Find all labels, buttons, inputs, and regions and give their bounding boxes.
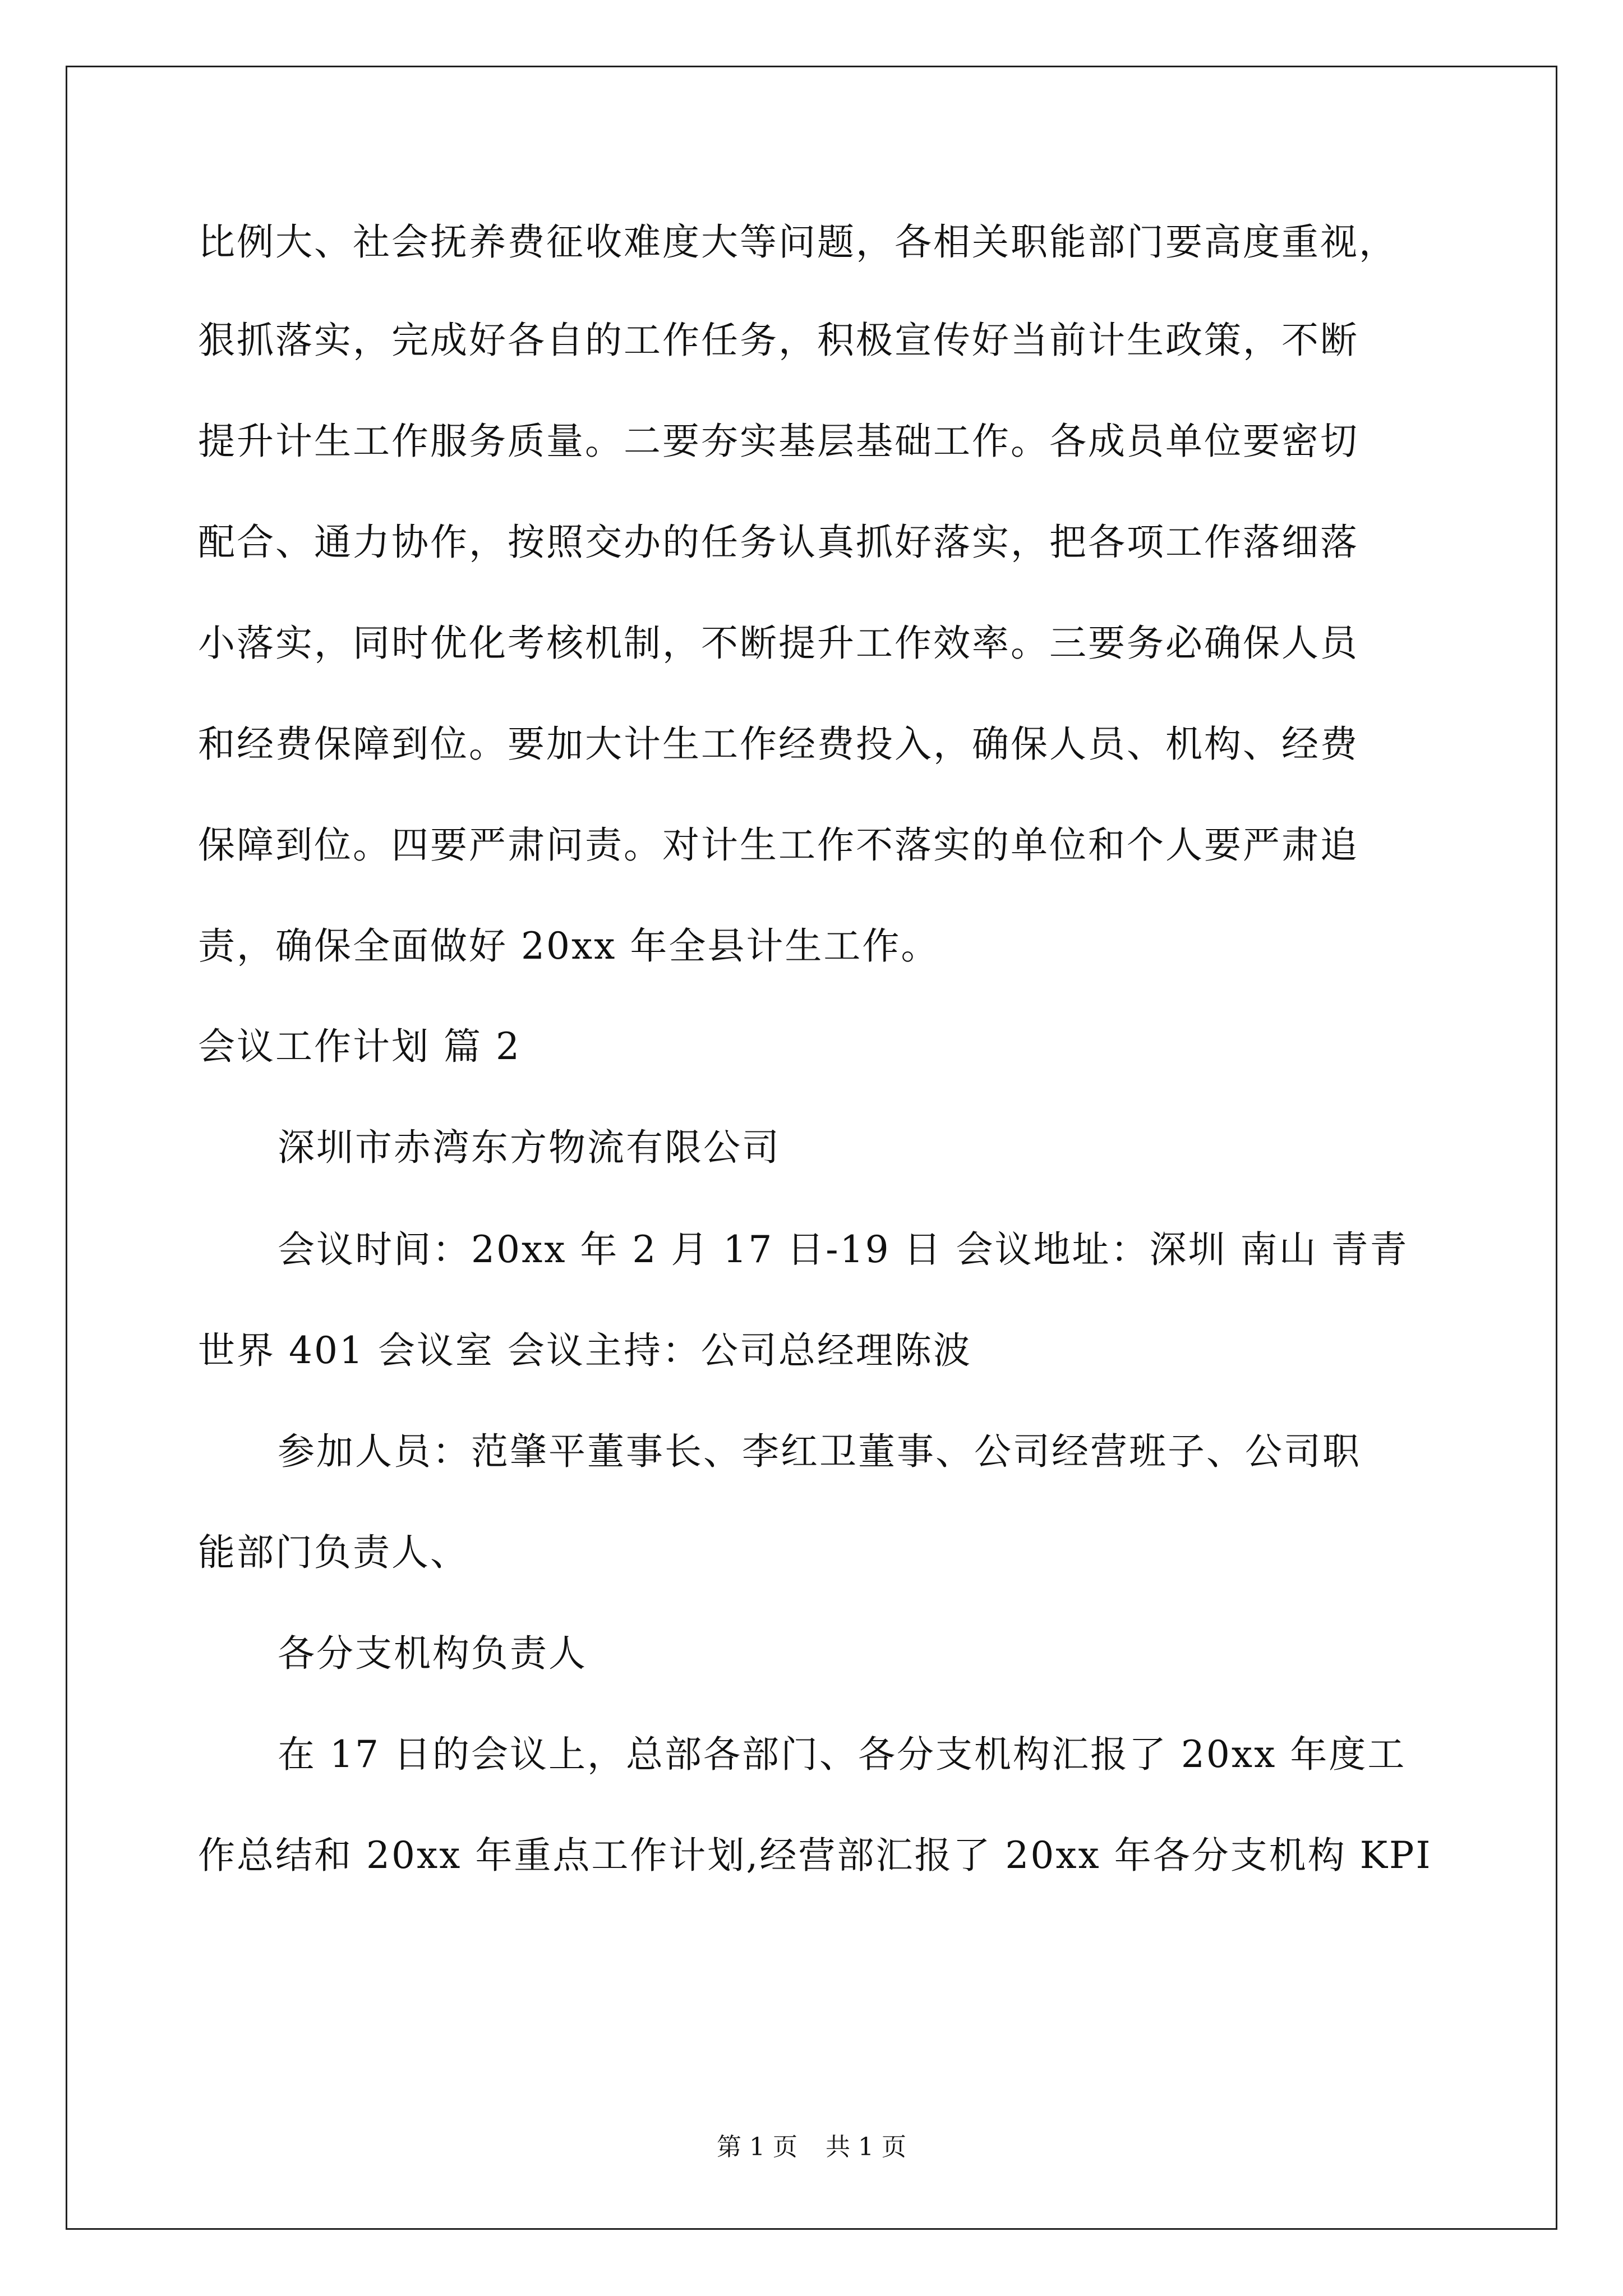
company-name: 深圳市赤湾东方物流有限公司 [278,1126,781,1169]
summary-line-2: 作总结和 20xx 年重点工作计划,经营部汇报了 20xx 年各分支机构 KPI [198,1834,1432,1877]
body-line-4: 配合、通力协作，按照交办的任务认真抓好落实，把各项工作落细落 [198,521,1359,564]
body-line-7: 保障到位。四要严肃问责。对计生工作不落实的单位和个人要严肃追 [198,823,1359,867]
attendees-line-3: 各分支机构负责人 [278,1632,587,1675]
section-heading: 会议工作计划 篇 2 [198,1025,521,1068]
attendees-line-2: 能部门负责人、 [198,1531,469,1574]
meeting-time-location: 会议时间：20xx 年 2 月 17 日-19 日 会议地址：深圳 南山 青青 [278,1228,1409,1271]
meeting-room-host: 世界 401 会议室 会议主持：公司总经理陈波 [198,1329,972,1372]
summary-line-1: 在 17 日的会议上，总部各部门、各分支机构汇报了 20xx 年度工 [278,1733,1407,1776]
page-footer [0,2131,1623,2164]
total-pages: 共 1 页 [826,2133,906,2161]
page-number: 第 1 页 [717,2133,797,2161]
body-line-8: 责，确保全面做好 20xx 年全县计生工作。 [198,924,940,968]
body-line-3: 提升计生工作服务质量。二要夯实基层基础工作。各成员单位要密切 [198,420,1359,463]
attendees-line-1: 参加人员：范肇平董事长、李红卫董事、公司经营班子、公司职 [278,1430,1361,1473]
body-line-6: 和经费保障到位。要加大计生工作经费投入，确保人员、机构、经费 [198,723,1359,766]
body-line-2: 狠抓落实，完成好各自的工作任务，积极宣传好当前计生政策，不断 [198,319,1359,362]
body-line-1: 比例大、社会抚养费征收难度大等问题，各相关职能部门要高度重视， [198,220,1398,264]
body-line-5: 小落实，同时优化考核机制，不断提升工作效率。三要务必确保人员 [198,622,1359,665]
